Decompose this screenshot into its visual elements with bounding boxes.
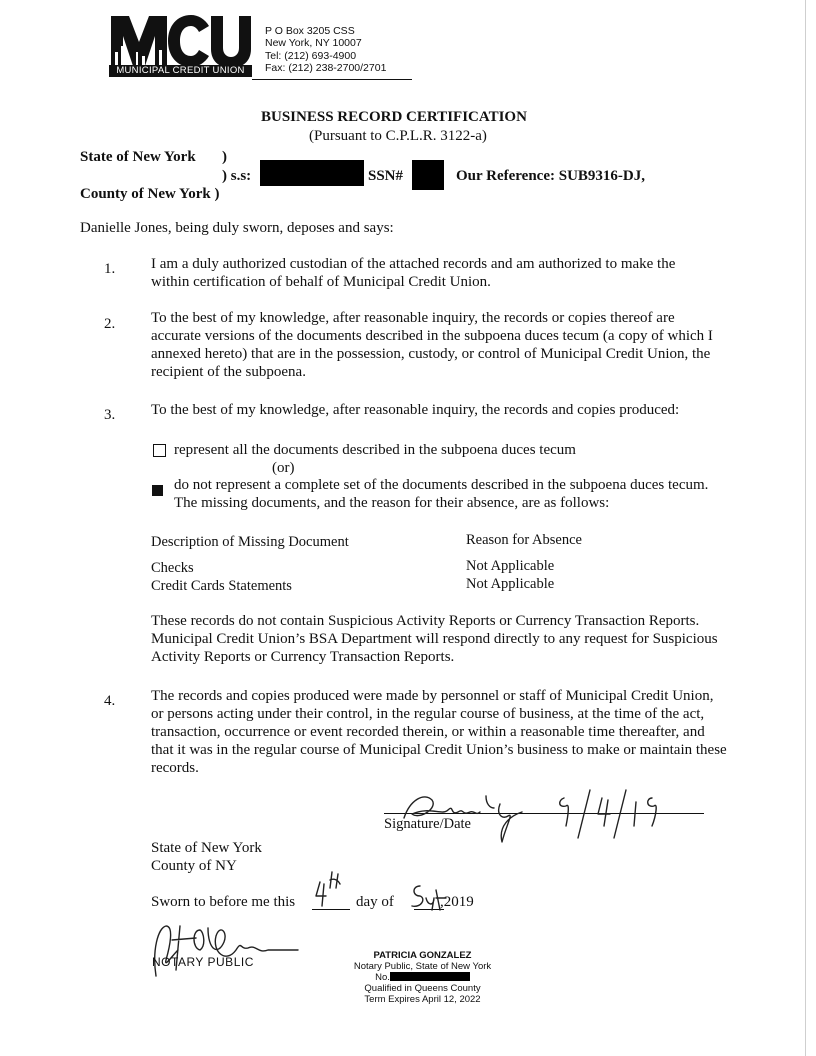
address-line: Fax: (212) 238-2700/2701 bbox=[265, 61, 387, 74]
option-checked-checkbox[interactable] bbox=[152, 485, 163, 496]
table-cell-description: Credit Cards Statements bbox=[151, 578, 292, 594]
item-number: 4. bbox=[104, 693, 116, 709]
option-represent-all: represent all the documents described in the subpoena duces tecum bbox=[174, 442, 576, 458]
table-cell-reason: Not Applicable bbox=[466, 576, 555, 592]
item-number: 2. bbox=[104, 316, 116, 332]
letterhead-rule bbox=[252, 79, 412, 80]
address-line: New York, NY 10007 bbox=[265, 37, 362, 50]
day-blank-line bbox=[312, 909, 350, 910]
option-unchecked-checkbox[interactable] bbox=[153, 444, 166, 457]
option-not-complete: do not represent a complete set of the documents described in the subpoena duces tecum. The missing documents, and the reason for their absence, are as follows: bbox=[174, 477, 709, 511]
sworn-prefix: Sworn to before me this bbox=[151, 894, 296, 910]
venue-county: County of New York ) bbox=[80, 186, 220, 202]
table-header-description: Description of Missing Document bbox=[151, 534, 349, 550]
signature-label: Signature/Date bbox=[384, 816, 471, 832]
handwritten-signature-icon bbox=[390, 786, 690, 846]
notary-signature-icon bbox=[148, 920, 308, 982]
table-cell-description: Checks bbox=[151, 560, 194, 576]
notary-state: State of New York bbox=[151, 840, 262, 856]
stamp-name: PATRICIA GONZALEZ bbox=[373, 950, 472, 961]
stamp-number: No. bbox=[330, 972, 515, 983]
redacted-name bbox=[260, 160, 364, 186]
year-suffix: ,2019 bbox=[440, 894, 474, 910]
venue-state: State of New York bbox=[80, 149, 196, 165]
scan-edge-line bbox=[805, 0, 806, 1056]
address-line: P O Box 3205 CSS bbox=[265, 25, 355, 37]
letterhead-address bbox=[265, 25, 386, 74]
deponent-intro: Danielle Jones, being duly sworn, deposes and says: bbox=[80, 220, 394, 236]
redacted-ssn bbox=[412, 160, 444, 190]
document-title: BUSINESS RECORD CERTIFICATION bbox=[261, 109, 527, 125]
item-text: To the best of my knowledge, after reasonable inquiry, the records or copies thereof are accurate versions of the documents described in the subpoena duces tecum (a copy of which I annexed hereto) that are in the possession, custody, or control of Municipal Credit Union, the recipient of the subpoena. bbox=[151, 310, 713, 380]
stamp-county: Qualified in Queens County bbox=[364, 983, 481, 994]
table-cell-reason: Not Applicable bbox=[466, 558, 555, 574]
handwritten-month-icon bbox=[408, 880, 448, 914]
item-text: I am a duly authorized custodian of the attached records and am authorized to make the within certification of behalf of Municipal Credit Union. bbox=[151, 256, 676, 290]
option-or: (or) bbox=[272, 460, 295, 476]
table-header-reason: Reason for Absence bbox=[466, 532, 582, 548]
address-line: Tel: (212) 693-4900 bbox=[265, 49, 357, 62]
notary-stamp bbox=[330, 950, 515, 1005]
handwritten-date bbox=[560, 790, 564, 791]
venue-ss: ) s.s: bbox=[222, 168, 252, 184]
document-subtitle: (Pursuant to C.P.L.R. 3122-a) bbox=[309, 128, 487, 144]
day-word: day of bbox=[356, 894, 394, 910]
stamp-title: Notary Public, State of New York bbox=[353, 961, 492, 972]
logo-caption: MUNICIPAL CREDIT UNION bbox=[109, 65, 252, 77]
handwritten-day-icon bbox=[314, 868, 354, 908]
redacted-notary-number bbox=[390, 972, 470, 981]
reference-number: Our Reference: SUB9316-DJ, bbox=[456, 168, 645, 184]
item-number: 3. bbox=[104, 407, 116, 423]
sar-note: These records do not contain Suspicious Activity Reports or Currency Transaction Reports. Municipal Credit Union’s BSA Department will respond directly to any request for Suspicious Activity Reports or Currency Transaction Reports. bbox=[151, 613, 718, 665]
notary-public-label: NOTARY PUBLIC bbox=[152, 955, 254, 969]
stamp-expires: Term Expires April 12, 2022 bbox=[364, 994, 481, 1005]
notary-county: County of NY bbox=[151, 858, 237, 874]
item-text: To the best of my knowledge, after reasonable inquiry, the records and copies produced: bbox=[151, 402, 680, 418]
venue-paren: ) bbox=[222, 149, 227, 165]
item-number: 1. bbox=[104, 261, 116, 277]
item-text: The records and copies produced were made by personnel or staff of Municipal Credit Union, or persons acting under their control, in the regular course of business, at the time of the act, transaction, occurrence or event recorded therein, or within a reasonable time thereafter, and that it was in the regular course of Municipal Credit Union’s business to make or maintain these records. bbox=[151, 688, 727, 776]
ssn-label: SSN# bbox=[368, 168, 404, 184]
